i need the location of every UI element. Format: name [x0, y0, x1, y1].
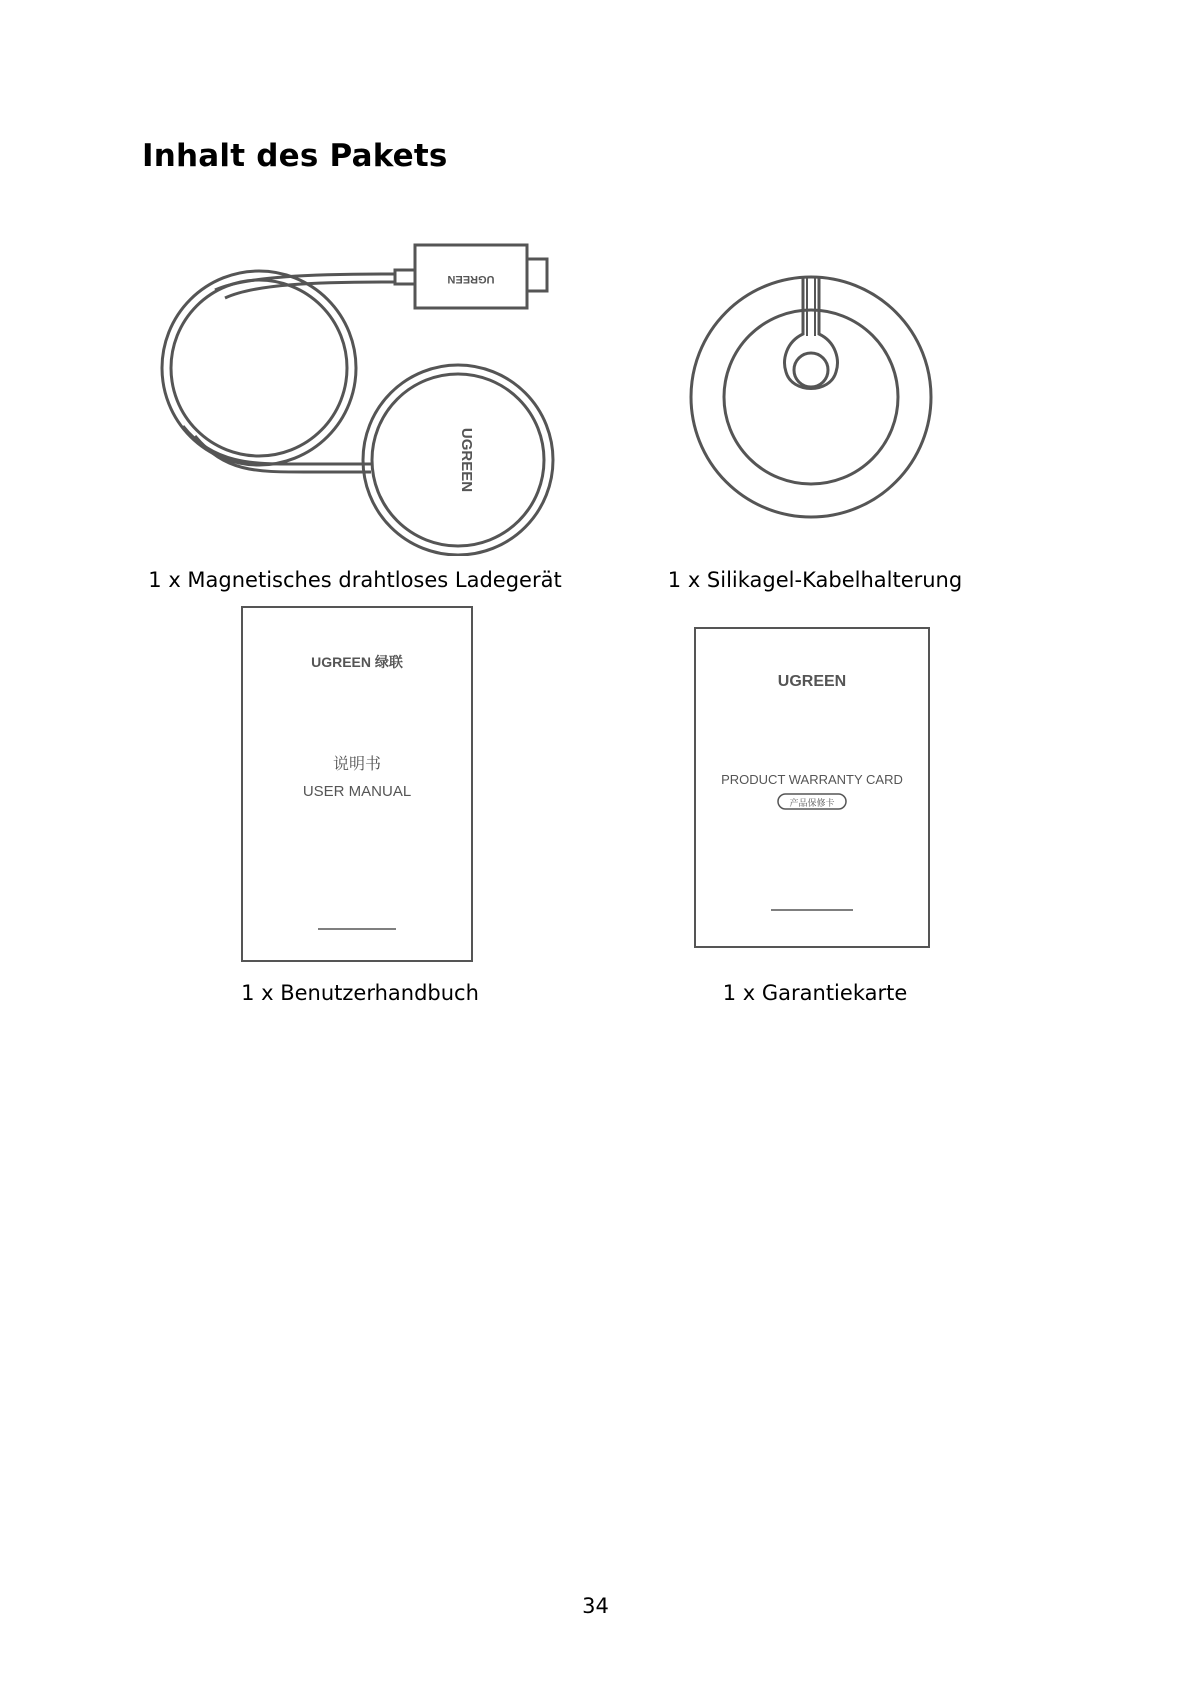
warranty-title-cn: 产品保修卡: [789, 798, 835, 808]
manual-title-en: USER MANUAL: [302, 783, 412, 800]
manual-title-cn: 说明书: [332, 756, 382, 773]
warranty-card-illustration: [693, 626, 931, 949]
caption-user-manual: 1 x Benutzerhandbuch: [241, 981, 479, 1005]
pad-brand-text: UGREEN: [458, 427, 475, 493]
page-title: Inhalt des Pakets: [142, 138, 448, 174]
silica-gel-cable-holder-illustration: [686, 272, 936, 522]
connector-brand-text: UGREEN: [447, 273, 495, 285]
caption-warranty-card: 1 x Garantiekarte: [722, 981, 908, 1005]
warranty-title-en: PRODUCT WARRANTY CARD: [721, 772, 903, 787]
warranty-brand-text: UGREEN: [777, 673, 847, 690]
caption-charger: 1 x Magnetisches drahtloses Ladegerät: [148, 568, 562, 592]
caption-cable-holder: 1 x Silikagel-Kabelhalterung: [667, 568, 963, 592]
magnetic-wireless-charger-illustration: [155, 236, 565, 556]
manual-brand-text: UGREEN 绿联: [311, 654, 403, 670]
user-manual-illustration: [240, 605, 476, 963]
page-number: 34: [582, 1594, 609, 1618]
